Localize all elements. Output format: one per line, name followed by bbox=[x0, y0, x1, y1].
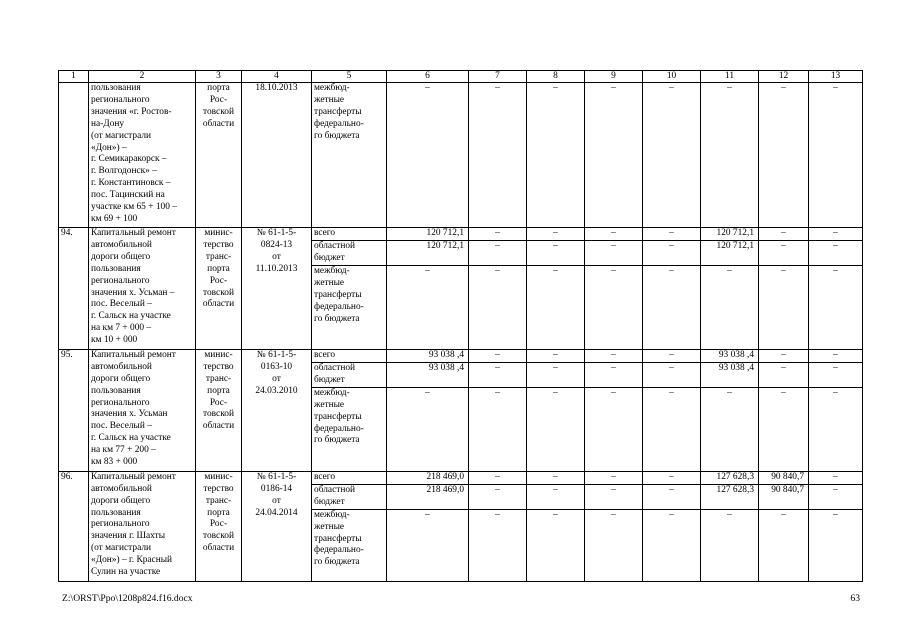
value-cell: – bbox=[469, 349, 527, 362]
value-cell: – bbox=[643, 484, 701, 509]
table-row bbox=[59, 349, 863, 362]
value-cell: – bbox=[643, 240, 701, 265]
value-cell: – bbox=[585, 471, 643, 484]
value-cell: – bbox=[701, 387, 759, 471]
value-cell: 93 038 ,4 bbox=[387, 349, 469, 362]
value-cell: – bbox=[585, 362, 643, 387]
value-cell: – bbox=[469, 83, 527, 228]
value-cell: – bbox=[527, 362, 585, 387]
funding-source-cell: всего bbox=[312, 349, 387, 362]
value-cell: – bbox=[809, 228, 863, 241]
agency-cell: минис- терство транс- порта Рос- товской области bbox=[196, 471, 242, 581]
value-cell: – bbox=[809, 471, 863, 484]
value-cell: – bbox=[527, 471, 585, 484]
funding-source-cell: межбюд- жетные трансферты федерально- го бюджета bbox=[312, 509, 387, 581]
funding-source-cell: межбюд- жетные трансферты федерально- го бюджета bbox=[312, 83, 387, 228]
column-number: 10 bbox=[643, 71, 701, 83]
column-number: 6 bbox=[387, 71, 469, 83]
value-cell: – bbox=[643, 387, 701, 471]
column-number: 5 bbox=[312, 71, 387, 83]
value-cell: – bbox=[809, 240, 863, 265]
table-row bbox=[59, 83, 863, 228]
value-cell: – bbox=[643, 228, 701, 241]
value-cell: 120 712,1 bbox=[701, 240, 759, 265]
value-cell: – bbox=[527, 240, 585, 265]
row-number-cell: 96. bbox=[59, 471, 89, 581]
value-cell: – bbox=[527, 484, 585, 509]
column-number: 4 bbox=[242, 71, 312, 83]
value-cell: – bbox=[469, 228, 527, 241]
value-cell: – bbox=[469, 471, 527, 484]
value-cell: 127 628,3 bbox=[701, 484, 759, 509]
value-cell: – bbox=[527, 509, 585, 581]
value-cell: – bbox=[585, 349, 643, 362]
object-name-cell: пользования регионального значения «г. Ростов- на-Дону (от магистрали «Дон») – г. Семикаракорск – г. Волгодонск» – г. Константиновск – пос. Тацинский на участке км 65 + 100 – км 69 + 100 bbox=[89, 83, 196, 228]
value-cell: – bbox=[643, 83, 701, 228]
value-cell: – bbox=[643, 265, 701, 349]
value-cell: – bbox=[701, 509, 759, 581]
object-name-cell: Капитальный ремонт автомобильной дороги общего пользования регионального значения х. Усьман пос. Веселый – г. Сальск на участке на км 77 + 200 – км 83 + 000 bbox=[89, 349, 196, 471]
column-number: 9 bbox=[585, 71, 643, 83]
value-cell: – bbox=[759, 228, 809, 241]
value-cell: – bbox=[387, 265, 469, 349]
value-cell: – bbox=[809, 265, 863, 349]
value-cell: – bbox=[809, 362, 863, 387]
value-cell: – bbox=[469, 265, 527, 349]
funding-source-cell: областной бюджет bbox=[312, 362, 387, 387]
value-cell: 93 038 ,4 bbox=[387, 362, 469, 387]
value-cell: – bbox=[387, 387, 469, 471]
object-name-cell: Капитальный ремонт автомобильной дороги общего пользования регионального значения х. Усьман – пос. Веселый – г. Сальск на участке на км 7 + 000 – км 10 + 000 bbox=[89, 228, 196, 350]
table-row bbox=[59, 228, 863, 241]
value-cell: 93 038 ,4 bbox=[701, 349, 759, 362]
value-cell: – bbox=[469, 362, 527, 387]
value-cell: – bbox=[469, 509, 527, 581]
value-cell: – bbox=[585, 484, 643, 509]
budget-table bbox=[58, 70, 863, 582]
value-cell: 90 840,7 bbox=[759, 471, 809, 484]
column-number: 13 bbox=[809, 71, 863, 83]
value-cell: – bbox=[701, 83, 759, 228]
value-cell: – bbox=[759, 362, 809, 387]
value-cell: – bbox=[387, 509, 469, 581]
value-cell: – bbox=[643, 362, 701, 387]
value-cell: – bbox=[759, 83, 809, 228]
page-number: 63 bbox=[850, 593, 860, 604]
funding-source-cell: областной бюджет bbox=[312, 240, 387, 265]
value-cell: 218 469,0 bbox=[387, 471, 469, 484]
column-number: 3 bbox=[196, 71, 242, 83]
value-cell: – bbox=[585, 83, 643, 228]
value-cell: – bbox=[585, 240, 643, 265]
value-cell: – bbox=[759, 240, 809, 265]
agency-cell: минис- терство транс- порта Рос- товской области bbox=[196, 349, 242, 471]
funding-source-cell: всего bbox=[312, 228, 387, 241]
row-number-cell bbox=[59, 83, 89, 228]
value-cell: – bbox=[527, 228, 585, 241]
value-cell: – bbox=[585, 387, 643, 471]
value-cell: – bbox=[585, 509, 643, 581]
value-cell: – bbox=[643, 349, 701, 362]
value-cell: – bbox=[809, 387, 863, 471]
value-cell: – bbox=[809, 509, 863, 581]
value-cell: – bbox=[809, 484, 863, 509]
column-number: 11 bbox=[701, 71, 759, 83]
value-cell: – bbox=[387, 83, 469, 228]
value-cell: – bbox=[527, 387, 585, 471]
value-cell: – bbox=[701, 265, 759, 349]
agency-cell: минис- терство транс- порта Рос- товской области bbox=[196, 228, 242, 350]
column-number-row bbox=[59, 71, 863, 83]
value-cell: – bbox=[469, 240, 527, 265]
value-cell: 120 712,1 bbox=[701, 228, 759, 241]
object-name-cell: Капитальный ремонт автомобильной дороги общего пользования регионального значения г. Шахты (от магистрали «Дон») – г. Красный Сулин на участке bbox=[89, 471, 196, 581]
value-cell: – bbox=[527, 265, 585, 349]
column-number: 8 bbox=[527, 71, 585, 83]
value-cell: – bbox=[759, 349, 809, 362]
agency-cell: порта Рос- товской области bbox=[196, 83, 242, 228]
value-cell: 93 038 ,4 bbox=[701, 362, 759, 387]
value-cell: 120 712,1 bbox=[387, 228, 469, 241]
table-row bbox=[59, 471, 863, 484]
value-cell: – bbox=[585, 265, 643, 349]
funding-source-cell: областной бюджет bbox=[312, 484, 387, 509]
value-cell: – bbox=[643, 471, 701, 484]
column-number: 2 bbox=[89, 71, 196, 83]
value-cell: – bbox=[809, 83, 863, 228]
value-cell: – bbox=[527, 83, 585, 228]
document-cell: № 61-1-5- 0186-14 от 24.04.2014 bbox=[242, 471, 312, 581]
value-cell: – bbox=[759, 509, 809, 581]
funding-source-cell: всего bbox=[312, 471, 387, 484]
funding-source-cell: межбюд- жетные трансферты федерально- го бюджета bbox=[312, 387, 387, 471]
column-number: 1 bbox=[59, 71, 89, 83]
value-cell: – bbox=[643, 509, 701, 581]
column-number: 12 bbox=[759, 71, 809, 83]
footer-file-path: Z:\ORST\Ppo\1208p824.f16.docx bbox=[62, 593, 193, 604]
column-number: 7 bbox=[469, 71, 527, 83]
value-cell: 120 712,1 bbox=[387, 240, 469, 265]
row-number-cell: 95. bbox=[59, 349, 89, 471]
funding-source-cell: межбюд- жетные трансферты федерально- го бюджета bbox=[312, 265, 387, 349]
value-cell: 218 469,0 bbox=[387, 484, 469, 509]
value-cell: 127 628,3 bbox=[701, 471, 759, 484]
value-cell: – bbox=[759, 265, 809, 349]
value-cell: – bbox=[759, 387, 809, 471]
document-cell: № 61-1-5- 0163-10 от 24.03.2010 bbox=[242, 349, 312, 471]
document-cell: 18.10.2013 bbox=[242, 83, 312, 228]
value-cell: – bbox=[527, 349, 585, 362]
value-cell: – bbox=[469, 387, 527, 471]
value-cell: – bbox=[585, 228, 643, 241]
value-cell: – bbox=[469, 484, 527, 509]
document-cell: № 61-1-5- 0824-13 от 11.10.2013 bbox=[242, 228, 312, 350]
row-number-cell: 94. bbox=[59, 228, 89, 350]
value-cell: 90 840,7 bbox=[759, 484, 809, 509]
value-cell: – bbox=[809, 349, 863, 362]
